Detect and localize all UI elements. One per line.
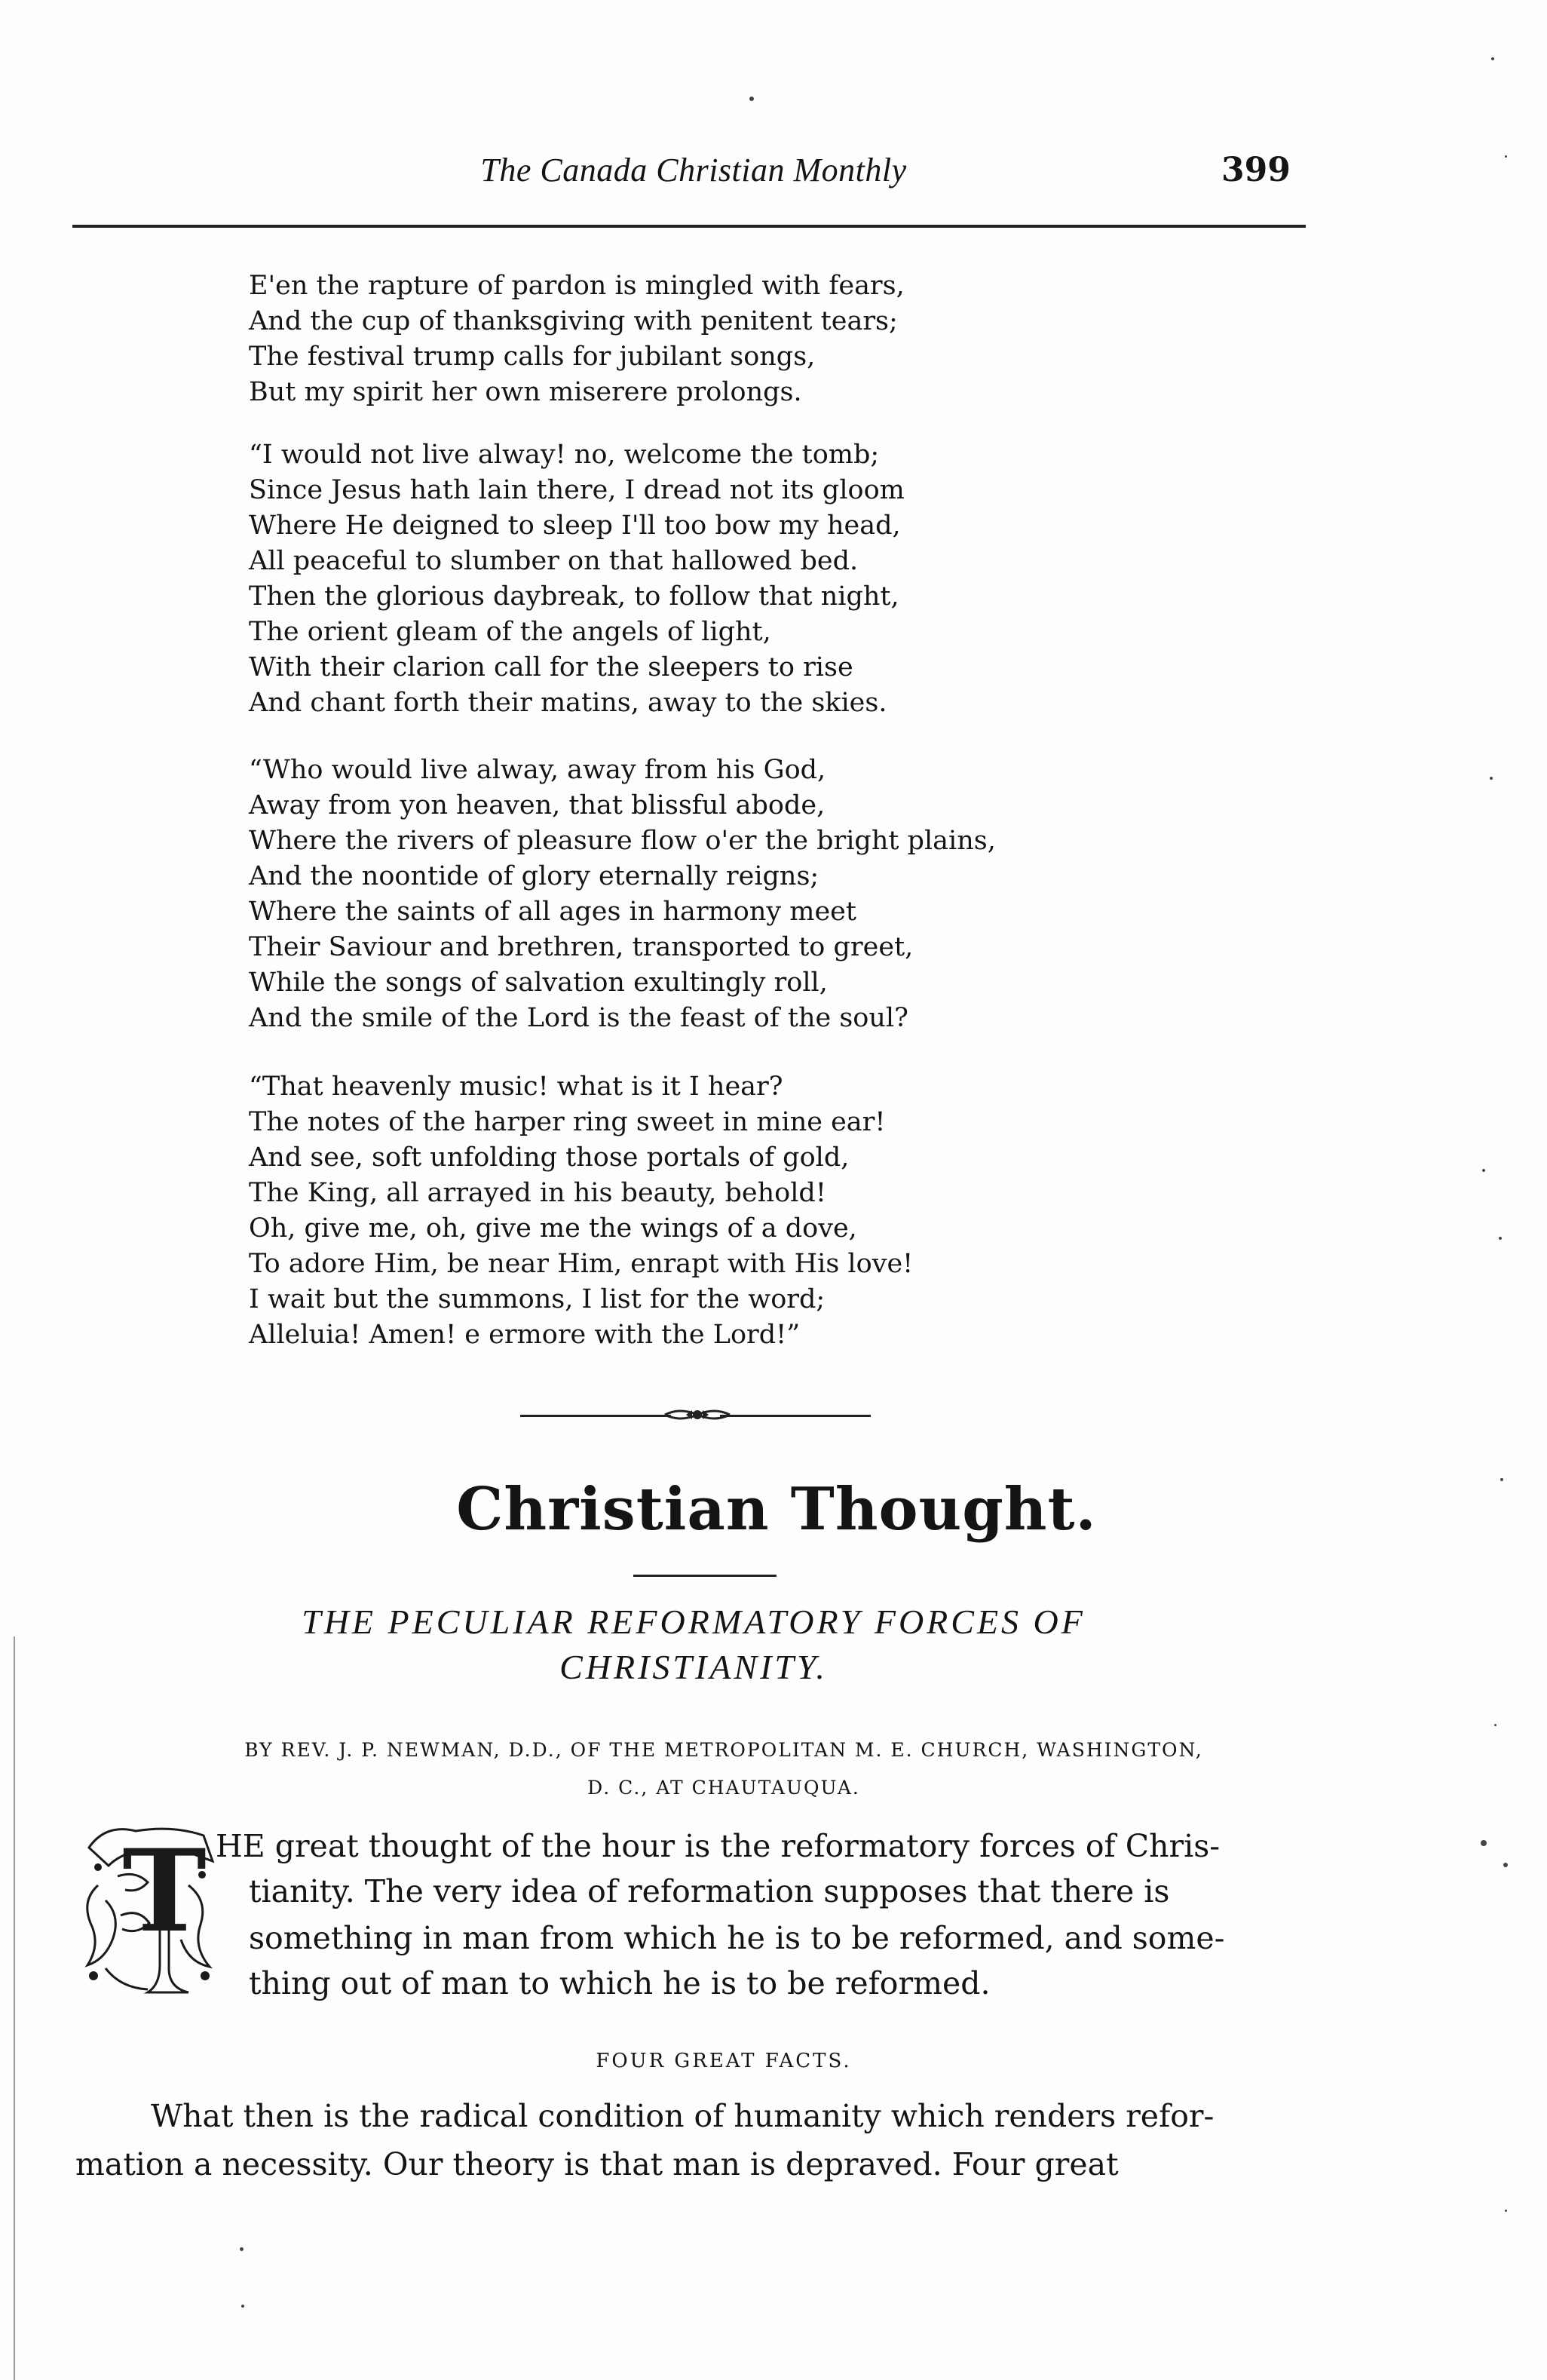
scan-speck (1503, 1863, 1508, 1867)
poem-line: And chant forth their matins, away to the skies. (249, 688, 887, 718)
poem-line: To adore Him, be near Him, enrapt with His love! (249, 1249, 914, 1279)
poem-stanza-4 (249, 1069, 913, 1353)
poem-line: The festival trump calls for jubilant songs, (249, 342, 816, 372)
poem-line: Where the rivers of pleasure flow o'er the bright plains, (249, 826, 996, 856)
scan-speck (240, 2247, 244, 2251)
divider-rule-right (720, 1415, 871, 1417)
scan-speck (1505, 155, 1507, 158)
poem-line: And the noontide of glory eternally reigns; (249, 861, 819, 891)
poem-stanza-2 (249, 437, 905, 721)
paragraph-1-line: tianity. The very idea of reformation supposes that there is (249, 1873, 1170, 1909)
journal-title: The Canada Christian Monthly (480, 152, 907, 189)
poem-line: Alleluia! Amen! e ermore with the Lord!” (249, 1320, 801, 1350)
paragraph-2-line: mation a necessity. Our theory is that man is depraved. Four great (75, 2146, 1119, 2182)
poem-line: The King, all arrayed in his beauty, behold! (249, 1178, 826, 1208)
ornament-icon (663, 1400, 731, 1430)
poem-line: “Who would live alway, away from his God, (249, 755, 826, 785)
poem-line: The orient gleam of the angels of light, (249, 617, 771, 647)
byline-line-2: D. C., AT CHAUTAUQUA. (587, 1777, 860, 1799)
poem-line: “I would not live alway! no, welcome the tomb; (249, 440, 880, 470)
poem-stanza-3 (249, 753, 996, 1036)
section-heading: Christian Thought. (456, 1475, 1097, 1544)
poem-line: The notes of the harper ring sweet in mine ear! (249, 1107, 886, 1137)
divider-rule-left (520, 1415, 671, 1417)
scan-speck (1481, 1840, 1487, 1846)
scan-speck (1491, 57, 1494, 60)
paragraph-1-line: thing out of man to which he is to be reformed. (249, 1965, 991, 2001)
subheading: FOUR GREAT FACTS. (596, 2050, 852, 2072)
poem-stanza-1 (249, 268, 905, 410)
scan-speck (1490, 777, 1493, 780)
drop-cap (75, 1817, 219, 1998)
poem-line: Then the glorious daybreak, to follow that night, (249, 581, 899, 612)
poem-line: And the cup of thanksgiving with penitent tears; (249, 306, 898, 336)
binding-edge (14, 1636, 15, 2380)
scan-speck (1505, 2210, 1507, 2212)
poem-line: All peaceful to slumber on that hallowed bed. (249, 546, 859, 576)
paragraph-1-line: HE great thought of the hour is the reformatory forces of Chris- (216, 1828, 1221, 1864)
poem-line: And the smile of the Lord is the feast of the soul? (249, 1003, 908, 1033)
poem-line: Since Jesus hath lain there, I dread not its gloom (249, 475, 905, 505)
poem-line: Away from yon heaven, that blissful abode, (249, 790, 826, 820)
paragraph-1-line: something in man from which he is to be reformed, and some- (249, 1920, 1225, 1956)
scan-speck (749, 97, 754, 101)
poem-line: E'en the rapture of pardon is mingled with fears, (249, 271, 905, 301)
poem-line: Their Saviour and brethren, transported to greet, (249, 932, 914, 962)
poem-line: Where He deigned to sleep I'll too bow my head, (249, 511, 901, 541)
paragraph-2-line: What then is the radical condition of humanity which renders refor- (151, 2098, 1215, 2134)
drop-cap-letter: T (122, 1825, 207, 1958)
poem-line: Where the saints of all ages in harmony meet (249, 897, 856, 927)
scan-speck (1499, 1237, 1502, 1240)
scan-speck (241, 2305, 244, 2308)
poem-line: And see, soft unfolding those portals of gold, (249, 1142, 850, 1173)
poem-line: With their clarion call for the sleepers to rise (249, 652, 853, 682)
poem-line: “That heavenly music! what is it I hear? (249, 1072, 783, 1102)
poem-line: But my spirit her own miserere prolongs. (249, 377, 802, 407)
byline-line-1: BY REV. J. P. NEWMAN, D.D., OF THE METROPOLITAN M. E. CHURCH, WASHINGTON, (244, 1739, 1203, 1761)
article-title-line-1: THE PECULIAR REFORMATORY FORCES OF (302, 1603, 1086, 1641)
poem-line: Oh, give me, oh, give me the wings of a dove, (249, 1213, 857, 1244)
article-title-line-2: CHRISTIANITY. (559, 1648, 828, 1686)
header-rule (72, 225, 1306, 228)
scan-speck (1482, 1169, 1485, 1172)
scan-speck (1494, 1724, 1496, 1726)
section-rule (633, 1575, 777, 1577)
poem-line: I wait but the summons, I list for the word; (249, 1284, 826, 1314)
page-number: 399 (1221, 151, 1291, 189)
scan-speck (1500, 1478, 1503, 1481)
poem-line: While the songs of salvation exultingly roll, (249, 968, 828, 998)
